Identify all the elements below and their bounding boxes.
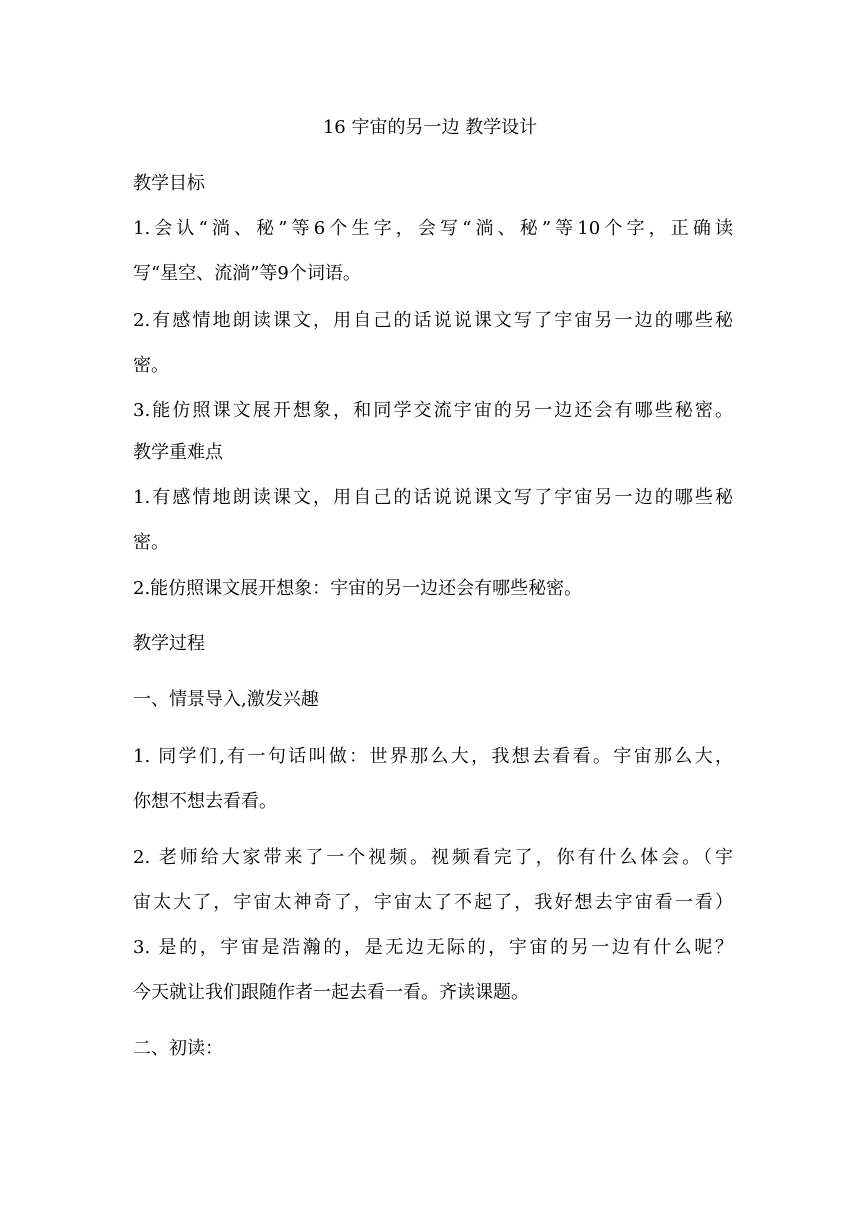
goal-2-line-2: 密。 xyxy=(133,355,169,376)
step-3-line-1: 3. 是的，宇宙是浩瀚的，是无边无际的，宇宙的另一边有什么呢？ xyxy=(133,937,733,958)
section-1-heading: 一、情景导入,激发兴趣 xyxy=(133,689,319,710)
goal-2-line-1: 2.有感情地朗读课文，用自己的话说说课文写了宇宙另一边的哪些秘 xyxy=(133,310,733,331)
step-2-line-1: 2. 老师给大家带来了一个视频。视频看完了，你有什么体会。（宇 xyxy=(133,847,733,868)
goal-3: 3.能仿照课文展开想象，和同学交流宇宙的另一边还会有哪些秘密。 xyxy=(133,400,733,421)
goal-1-line-2: 写“星空、流淌”等9个词语。 xyxy=(133,263,361,284)
document-title: 16 宇宙的另一边 教学设计 xyxy=(322,117,538,138)
key-points-heading: 教学重难点 xyxy=(133,442,223,463)
step-2-line-2: 宙太大了，宇宙太神奇了，宇宙太了不起了，我好想去宇宙看一看） xyxy=(133,892,733,913)
step-1-line-2: 你想不想去看看。 xyxy=(133,791,277,812)
key-2: 2.能仿照课文展开想象：宇宙的另一边还会有哪些秘密。 xyxy=(133,578,583,599)
goals-heading: 教学目标 xyxy=(133,173,205,194)
goal-1-line-1: 1.会认“淌、秘”等6个生字，会写“淌、秘”等10个字，正确读 xyxy=(133,218,733,239)
process-heading: 教学过程 xyxy=(133,633,205,654)
section-2-heading: 二、初读： xyxy=(133,1038,223,1059)
key-1-line-1: 1.有感情地朗读课文，用自己的话说说课文写了宇宙另一边的哪些秘 xyxy=(133,487,733,508)
key-1-line-2: 密。 xyxy=(133,532,169,553)
step-1-line-1: 1. 同学们,有一句话叫做：世界那么大，我想去看看。宇宙那么大， xyxy=(133,746,733,767)
step-3-line-2: 今天就让我们跟随作者一起去看一看。齐读课题。 xyxy=(133,982,529,1003)
